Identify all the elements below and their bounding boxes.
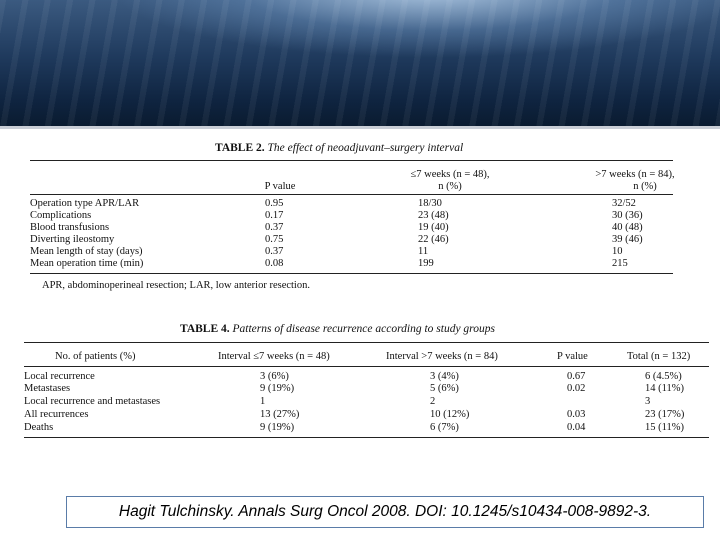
table-2-bottom-rule bbox=[30, 273, 673, 274]
table-4-row-pvalue: 0.04 bbox=[567, 422, 586, 433]
table-4-row-col-a: 3 (6%) bbox=[260, 371, 289, 382]
table-4-row-total: 23 (17%) bbox=[645, 409, 685, 420]
header-banner bbox=[0, 0, 720, 126]
table-2-header-col-b-line2: n (%) bbox=[633, 181, 657, 192]
table-2-top-rule bbox=[30, 160, 673, 161]
table-2-row-pvalue: 0.37 bbox=[265, 222, 284, 233]
table-4-bottom-rule bbox=[24, 437, 709, 438]
table-2-header-col-a-line2: n (%) bbox=[438, 181, 462, 192]
table-2-row-pvalue: 0.17 bbox=[265, 210, 284, 221]
table-4-row-col-a: 13 (27%) bbox=[260, 409, 300, 420]
table-2-row-pvalue: 0.37 bbox=[265, 246, 284, 257]
table-4-row-col-b: 3 (4%) bbox=[430, 371, 459, 382]
table-2-row-col-b: 30 (36) bbox=[612, 210, 643, 221]
table-2-row-col-b: 39 (46) bbox=[612, 234, 643, 245]
table-2-caption bbox=[215, 142, 463, 154]
table-2-row-pvalue: 0.75 bbox=[265, 234, 284, 245]
table-2-footnote: APR, abdominoperineal resection; LAR, low anterior resection. bbox=[42, 280, 310, 291]
table-4-row-col-b: 6 (7%) bbox=[430, 422, 459, 433]
table-2-row-label: Operation type APR/LAR bbox=[30, 198, 140, 209]
table-4-row-total: 14 (11%) bbox=[645, 383, 684, 394]
table-2-row-col-b: 40 (48) bbox=[612, 222, 643, 233]
table-2-row-col-a: 11 bbox=[418, 246, 429, 257]
table-2-row-col-a: 23 (48) bbox=[418, 210, 449, 221]
table-4-row-label: Metastases bbox=[24, 383, 71, 394]
table-4-caption bbox=[180, 323, 495, 335]
table-4-row-pvalue: 0.02 bbox=[567, 383, 586, 394]
table-4-row-col-a: 9 (19%) bbox=[260, 383, 295, 394]
citation-box bbox=[66, 496, 704, 528]
table-4-header-label: No. of patients (%) bbox=[55, 351, 136, 362]
table-2-caption-label: TABLE 2. bbox=[215, 142, 265, 154]
table-4-row-total: 3 bbox=[645, 396, 651, 407]
table-2-row-col-a: 18/30 bbox=[418, 198, 442, 209]
table-4-row-pvalue: 0.67 bbox=[567, 371, 586, 382]
table-2-header-col-a-line1: ≤7 weeks (n = 48), bbox=[410, 169, 490, 180]
table-4-row-col-a: 9 (19%) bbox=[260, 422, 295, 433]
table-4-row-label: All recurrences bbox=[24, 409, 89, 420]
table-2-row-label: Mean length of stay (days) bbox=[30, 246, 143, 257]
table-4-row-total: 15 (11%) bbox=[645, 422, 684, 433]
table-4-header-rule bbox=[24, 366, 709, 367]
citation-text: Hagit Tulchinsky. Annals Surg Oncol 2008. DOI: 10.1245/s10434-008-9892-3. bbox=[118, 503, 652, 520]
table-4-row-col-b: 10 (12%) bbox=[430, 409, 470, 420]
table-2-row-label: Blood transfusions bbox=[30, 222, 110, 233]
table-2-header-pvalue: P value bbox=[264, 181, 296, 192]
table-4-row-label: Local recurrence and metastases bbox=[24, 396, 161, 407]
table-4-row-pvalue: 0.03 bbox=[567, 409, 586, 420]
table-2-row-col-a: 19 (40) bbox=[418, 222, 449, 233]
table-2-row-pvalue: 0.08 bbox=[265, 258, 284, 269]
table-4-header-pvalue: P value bbox=[557, 351, 588, 362]
table-2-caption-title: The effect of neoadjuvant–surgery interval bbox=[267, 142, 464, 154]
table-4-top-rule bbox=[24, 342, 709, 343]
table-2-row-label: Complications bbox=[30, 210, 92, 221]
table-2-row-col-b: 215 bbox=[612, 258, 628, 269]
table-4-row-label: Local recurrence bbox=[24, 371, 95, 382]
banner-divider bbox=[0, 126, 720, 129]
table-4-row-total: 6 (4.5%) bbox=[645, 371, 682, 382]
table-2-header-rule bbox=[30, 194, 673, 195]
table-2-row-pvalue: 0.95 bbox=[265, 198, 284, 209]
table-4-row-col-a: 1 bbox=[260, 396, 266, 407]
table-4-row-label: Deaths bbox=[24, 422, 54, 433]
table-4-row-col-b: 5 (6%) bbox=[430, 383, 459, 394]
table-4-header-total: Total (n = 132) bbox=[627, 351, 691, 362]
table-2-row-label: Diverting ileostomy bbox=[30, 234, 115, 245]
table-4-caption-label: TABLE 4. bbox=[180, 323, 230, 335]
table-4-caption-title: Patterns of disease recurrence according to study groups bbox=[232, 323, 495, 335]
table-2-row-col-b: 32/52 bbox=[612, 198, 636, 209]
table-4-header-col-b: Interval >7 weeks (n = 84) bbox=[386, 351, 498, 362]
table-2-header-col-b-line1: >7 weeks (n = 84), bbox=[595, 169, 675, 180]
table-4-row-col-b: 2 bbox=[430, 396, 436, 407]
table-2-row-label: Mean operation time (min) bbox=[30, 258, 144, 269]
table-2-row-col-b: 10 bbox=[612, 246, 623, 257]
table-2-row-col-a: 199 bbox=[418, 258, 434, 269]
table-2-row-col-a: 22 (46) bbox=[418, 234, 449, 245]
table-4-header-col-a: Interval ≤7 weeks (n = 48) bbox=[218, 351, 330, 362]
